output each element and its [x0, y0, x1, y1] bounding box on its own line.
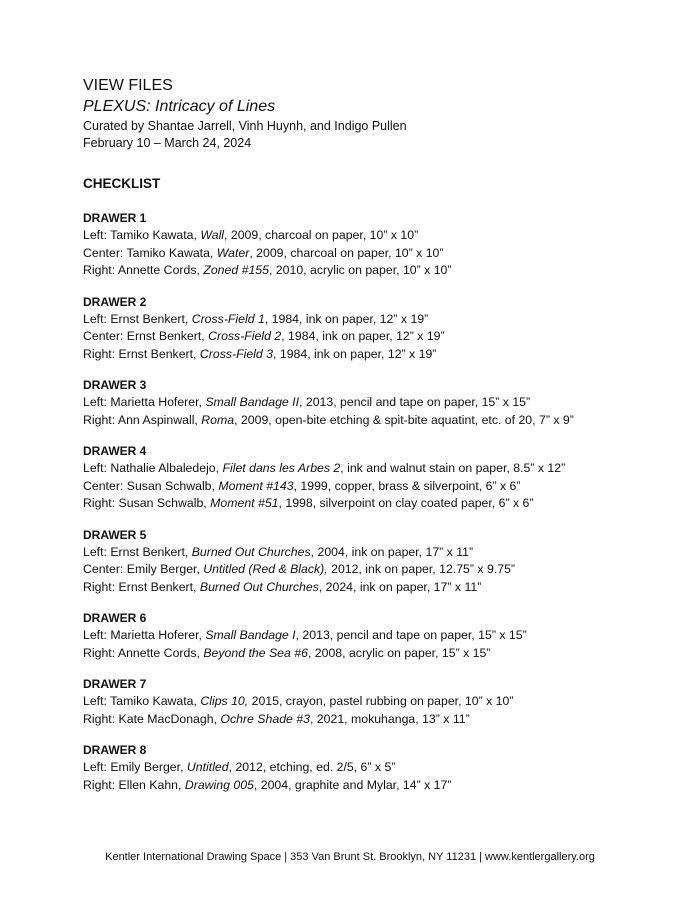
artwork-details: 2015, crayon, pastel rubbing on paper, 10” x 10” — [248, 694, 514, 708]
exhibition-title: PLEXUS: Intricacy of Lines — [83, 98, 276, 115]
artwork-title: Wall — [200, 228, 225, 242]
artwork-entry — [83, 311, 683, 329]
artwork-details: , 2012, etching, ed. 2/5, 6” x 5” — [228, 760, 396, 774]
artwork-title: Moment #51 — [210, 496, 279, 510]
artwork-details: , 1984, ink on paper, 12” x 19” — [281, 329, 445, 343]
artwork-title: Zoned #155 — [203, 263, 269, 277]
curators-line: Curated by Shantae Jarrell, Vinh Huynh, and Indigo Pullen — [83, 119, 407, 133]
drawer-1 — [83, 210, 683, 280]
drawer-2 — [83, 294, 683, 364]
artwork-entry — [83, 460, 683, 478]
drawer-title: DRAWER 4 — [83, 444, 147, 458]
position-label: Right: — [83, 346, 119, 361]
drawer-title: DRAWER 2 — [83, 294, 147, 309]
artwork-details: , 2004, ink on paper, 17” x 11” — [310, 544, 474, 559]
artwork-entry — [83, 711, 683, 729]
artwork-title: Small Bandage II — [205, 395, 300, 409]
drawer-3 — [83, 377, 683, 429]
exhibition-dates: February 10 – March 24, 2024 — [83, 136, 252, 150]
artwork-details: , 1999, copper, brass & silverpoint, 6” x 6” — [293, 478, 521, 493]
artist-name: Ann Aspinwall, — [117, 412, 202, 427]
artist-name: Nathalie Albaledejo, — [110, 461, 223, 475]
position-label: Left: — [83, 628, 111, 642]
drawer-5 — [83, 527, 683, 597]
artwork-details: , 2004, graphite and Mylar, 14” x 17” — [253, 777, 452, 792]
artwork-entry — [83, 579, 683, 597]
artwork-details: 2012, ink on paper, 12.75” x 9.75” — [327, 562, 516, 576]
artwork-title: Burned Out Churches — [191, 544, 311, 559]
artwork-title: Small Bandage I — [205, 628, 296, 642]
artist-name: Susan Schwalb, — [118, 496, 211, 510]
drawer-title: DRAWER 3 — [83, 378, 147, 392]
artwork-title: Untitled — [186, 760, 229, 774]
position-label: Left: — [83, 311, 111, 326]
artwork-entry — [83, 627, 683, 645]
artwork-details: , 2009, charcoal on paper, 10” x 10” — [224, 228, 419, 242]
position-label: Right: — [83, 579, 119, 594]
artist-name: Marietta Hoferer, — [110, 395, 206, 409]
artist-name: Ernst Benkert, — [126, 329, 209, 343]
position-label: Right: — [83, 263, 118, 277]
position-label: Left: — [83, 760, 111, 774]
artist-name: Annette Cords, — [117, 645, 204, 660]
artwork-title: Cross-Field 3 — [199, 346, 274, 361]
artwork-title: Roma — [201, 412, 235, 427]
artist-name: Kate MacDonagh, — [118, 711, 221, 726]
position-label: Left: — [83, 461, 111, 475]
artwork-title: Cross-Field 2 — [208, 329, 282, 343]
position-label: Right: — [83, 645, 118, 660]
artist-name: Ernst Benkert, — [118, 346, 200, 361]
artwork-title: Cross-Field 1 — [191, 311, 265, 326]
artwork-title: Beyond the Sea #6 — [203, 645, 308, 660]
artist-name: Annette Cords, — [117, 263, 204, 277]
drawer-8 — [83, 742, 683, 794]
artist-name: Ernst Benkert, — [110, 544, 192, 559]
artwork-entry — [83, 478, 683, 496]
view-files-heading: VIEW FILES — [83, 77, 173, 94]
artwork-title: Clips 10, — [200, 694, 249, 708]
artwork-entry — [83, 544, 683, 562]
drawer-title: DRAWER 7 — [83, 677, 147, 691]
position-label: Center: — [83, 478, 127, 493]
artwork-details: , 2008, acrylic on paper, 15” x 15” — [307, 645, 491, 660]
artwork-entry — [83, 394, 683, 412]
drawer-title: DRAWER 6 — [83, 611, 147, 625]
artwork-details: , 2010, acrylic on paper, 10” x 10” — [268, 263, 452, 277]
artwork-entry — [83, 262, 683, 280]
position-label: Center: — [83, 245, 127, 260]
artwork-details: , 2021, mokuhanga, 13” x 11” — [309, 711, 470, 726]
artwork-title: Burned Out Churches — [199, 579, 319, 594]
checklist-heading: CHECKLIST — [83, 176, 161, 191]
drawer-title: DRAWER 1 — [83, 211, 147, 225]
artwork-title: Moment #143 — [218, 478, 294, 493]
artwork-entry — [83, 645, 683, 663]
position-label: Left: — [83, 694, 111, 708]
position-label: Right: — [83, 777, 119, 792]
artwork-details: , 2013, pencil and tape on paper, 15” x 15” — [295, 628, 527, 642]
position-label: Center: — [83, 329, 127, 343]
position-label: Center: — [83, 562, 127, 576]
artist-name: Emily Berger, — [126, 562, 204, 576]
artist-name: Susan Schwalb, — [126, 478, 219, 493]
artist-name: Tamiko Kawata, — [126, 245, 217, 260]
artist-name: Tamiko Kawata, — [110, 228, 201, 242]
drawer-7 — [83, 676, 683, 728]
artist-name: Emily Berger, — [110, 760, 187, 774]
position-label: Left: — [83, 544, 111, 559]
artwork-title: Filet dans les Arbes 2 — [222, 461, 341, 475]
artist-name: Ernst Benkert, — [118, 579, 200, 594]
artist-name: Marietta Hoferer, — [110, 628, 206, 642]
drawer-6 — [83, 610, 683, 662]
artwork-entry — [83, 412, 683, 430]
artwork-title: Drawing 005 — [184, 777, 254, 792]
artwork-entry — [83, 245, 683, 263]
artwork-entry — [83, 561, 683, 579]
artwork-entry — [83, 777, 683, 795]
artwork-details: , 2009, charcoal on paper, 10” x 10” — [249, 245, 444, 260]
artwork-details: , 2009, open-bite etching & spit-bite aquatint, etc. of 20, 7” x 9” — [234, 412, 574, 427]
artwork-details: , 2024, ink on paper, 17” x 11” — [318, 579, 482, 594]
position-label: Right: — [83, 412, 118, 427]
artwork-entry — [83, 759, 683, 777]
artwork-title: Ochre Shade #3 — [220, 711, 310, 726]
artwork-details: , 1984, ink on paper, 12” x 19” — [273, 346, 437, 361]
artwork-details: , 1998, silverpoint on clay coated paper, 6” x 6” — [278, 496, 534, 510]
artwork-details: , ink and walnut stain on paper, 8.5” x 12” — [340, 461, 566, 475]
checklist-document — [83, 76, 683, 794]
artwork-details: , 1984, ink on paper, 12” x 19” — [264, 311, 429, 326]
position-label: Right: — [83, 711, 119, 726]
artist-name: Ernst Benkert, — [110, 311, 192, 326]
position-label: Left: — [83, 228, 111, 242]
position-label: Left: — [83, 395, 111, 409]
drawer-title: DRAWER 5 — [83, 527, 147, 542]
artwork-title: Water — [216, 245, 250, 260]
gallery-footer: Kentler International Drawing Space | 353 Van Brunt St. Brooklyn, NY 11231 | www.kentlergallery.org — [105, 851, 595, 863]
artwork-entry — [83, 495, 683, 513]
drawer-title: DRAWER 8 — [83, 743, 147, 757]
artwork-entry — [83, 346, 683, 364]
artwork-entry — [83, 693, 683, 711]
position-label: Right: — [83, 496, 119, 510]
artwork-entry — [83, 227, 683, 245]
drawer-4 — [83, 443, 683, 513]
artwork-details: , 2013, pencil and tape on paper, 15” x 15” — [299, 395, 531, 409]
artwork-title: Untitled (Red & Black), — [203, 562, 328, 576]
artwork-entry — [83, 328, 683, 346]
artist-name: Tamiko Kawata, — [110, 694, 201, 708]
artist-name: Ellen Kahn, — [118, 777, 185, 792]
